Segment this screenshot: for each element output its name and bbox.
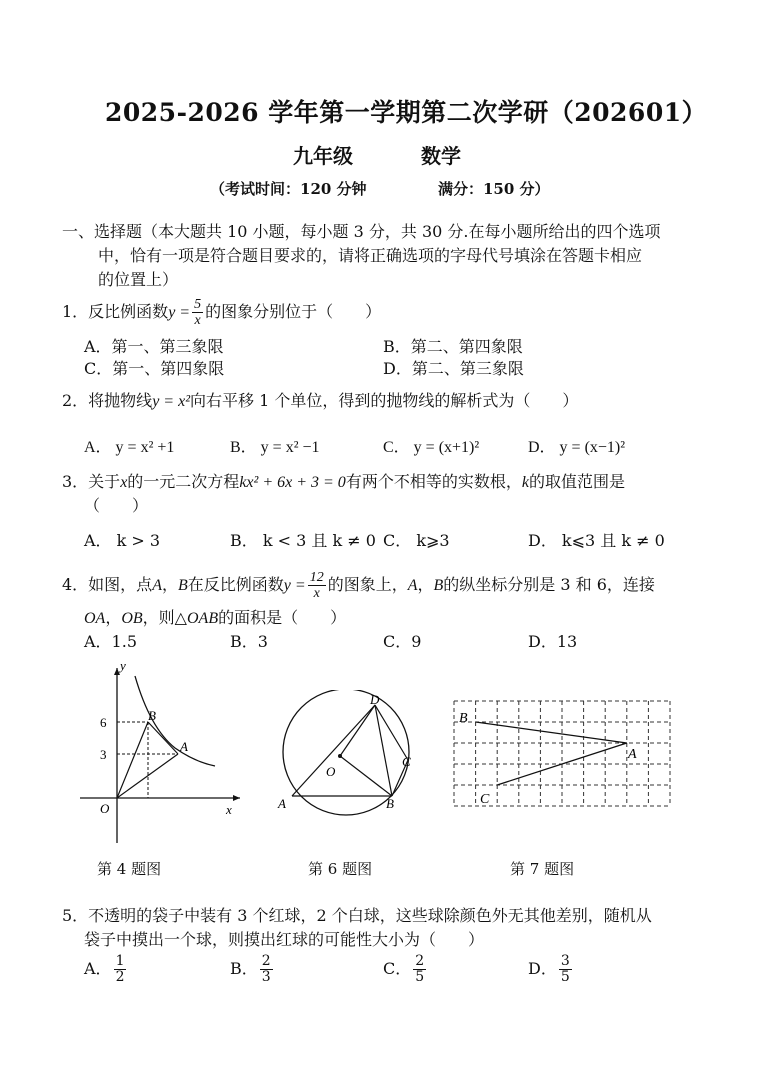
- q5-d-num: 3: [560, 953, 570, 969]
- q2-expr: y = x²: [152, 393, 190, 410]
- q3-k: k: [521, 474, 529, 491]
- q4-sep3: ，: [105, 608, 122, 627]
- fig7-label-a: A: [628, 747, 637, 762]
- fig4-segment-ab: [148, 722, 178, 754]
- fig6-label-d: D: [370, 692, 380, 707]
- fig6-segment-ad: [292, 705, 375, 796]
- grade-label: 九年级: [293, 144, 353, 168]
- q5-a-den: 2: [115, 969, 125, 985]
- q2-option-a: A． y = x² +1: [84, 439, 175, 456]
- q5-c-den: 5: [415, 969, 425, 985]
- q5-option-b-label: B．: [230, 959, 258, 978]
- q4-line2-end: 的面积是（ ）: [218, 608, 347, 627]
- q5-option-d-label: D．: [528, 959, 557, 978]
- q2-pre: 2．将抛物线: [62, 391, 153, 410]
- question-5-line2: 袋子中摸出一个球，则摸出红球的可能性大小为（ ）: [84, 930, 485, 949]
- fig4-label-3: 3: [100, 747, 107, 762]
- full-score: 满分：150 分）: [438, 180, 550, 198]
- q1-denominator: x: [194, 313, 201, 328]
- question-5-line1: 5．不透明的袋子中装有 3 个红球，2 个白球，这些球除颜色外无其他差别，随机从: [62, 906, 652, 925]
- q4-sep: ，: [161, 575, 178, 594]
- q1-option-b: B．第二、第四象限: [383, 337, 523, 356]
- question-1-stem: [62, 297, 381, 328]
- q3-pre: 3．关于: [62, 472, 121, 491]
- q1-post: 的图象分别位于（ ）: [205, 302, 382, 321]
- q3-option-c: C． k⩾3: [383, 531, 450, 550]
- section-heading-line1: 一、选择题（本大题共 10 小题，每小题 3 分，共 30 分.在每小题所给出的四个选项: [62, 222, 661, 241]
- fig4-label-o: O: [100, 801, 110, 816]
- q4-y: y =: [283, 577, 306, 594]
- fig6-label-a: A: [278, 796, 286, 811]
- q5-d-den: 5: [560, 969, 570, 985]
- fig4-label-b: B: [148, 708, 156, 723]
- q3-post: 有两个不相等的实数根，: [345, 472, 522, 491]
- q5-option-a-label: A．: [84, 959, 112, 978]
- fig4-label-x: x: [226, 802, 232, 817]
- q5-option-a-fraction: [114, 954, 127, 985]
- q3-x: x: [120, 474, 128, 491]
- q3-option-b: B． k < 3 且 k ≠ 0: [230, 531, 376, 550]
- section-heading-line2: 中，恰有一项是符合题目要求的，请将正确选项的字母代号填涂在答题卡相应: [98, 246, 643, 265]
- q2-post: 向右平移 1 个单位，得到的抛物线的解析式为（ ）: [189, 391, 579, 410]
- q5-option-c-fraction: [413, 954, 426, 985]
- section-heading-line3: 的位置上）: [98, 270, 179, 289]
- q1-y: y =: [168, 304, 191, 321]
- q4-point-b2: B: [433, 577, 444, 594]
- fig7-segment-ba: [476, 722, 627, 743]
- figure-7: [450, 698, 680, 813]
- figure-4-caption: 第 4 题图: [97, 860, 162, 878]
- q1-pre: 1．反比例函数: [62, 302, 169, 321]
- fig6-label-o: O: [326, 764, 336, 779]
- question-4-line2: [84, 606, 346, 631]
- q5-b-den: 3: [261, 969, 271, 985]
- question-3-stem: [62, 470, 625, 495]
- q4-sep2: ，: [417, 575, 434, 594]
- q4-point-a2: A: [407, 577, 418, 594]
- q2-option-d: D． y = (x−1)²: [528, 439, 626, 456]
- q4-fraction: [308, 570, 326, 601]
- q3-answer-paren: （ ）: [84, 496, 149, 515]
- q5-option-c: [383, 954, 428, 985]
- q4-end: 的纵坐标分别是 3 和 6，连接: [443, 575, 655, 594]
- figure-4: [70, 658, 250, 848]
- question-2-stem: [62, 389, 578, 414]
- q4-option-c: C．9: [383, 632, 422, 651]
- q4-triangle-prefix: ，则△: [142, 608, 187, 627]
- q4-numerator: 12: [309, 570, 324, 585]
- fig4-label-6: 6: [100, 715, 107, 730]
- q4-point-b: B: [177, 577, 188, 594]
- q5-option-c-label: C．: [383, 959, 412, 978]
- q3-end: 的取值范围是: [528, 472, 625, 491]
- q5-option-d: [528, 954, 574, 985]
- q5-a-num: 1: [115, 953, 125, 969]
- q4-point-a: A: [152, 577, 162, 594]
- q4-oab: OAB: [186, 610, 219, 627]
- fig4-label-a: A: [180, 739, 188, 754]
- fig7-label-b: B: [459, 711, 468, 726]
- q4-option-a: A．1.5: [84, 632, 138, 651]
- fig6-segment-ob: [340, 756, 392, 796]
- q2-option-b: B． y = x² −1: [230, 439, 320, 456]
- fig6-center-dot: [338, 754, 342, 758]
- q1-option-a: A．第一、第三象限: [84, 337, 224, 356]
- figure-6-caption: 第 6 题图: [308, 860, 373, 878]
- q1-option-d: D．第二、第三象限: [383, 359, 524, 378]
- fig6-segment-od: [340, 705, 375, 756]
- fig4-x-arrow: [233, 795, 240, 801]
- q1-fraction: [192, 297, 203, 328]
- question-4-stem: [62, 570, 655, 601]
- q5-b-num: 2: [261, 953, 271, 969]
- fig6-label-c: C: [402, 754, 411, 769]
- q1-option-c: C．第一、第四象限: [84, 359, 225, 378]
- q3-equation: kx² + 6x + 3 = 0: [239, 474, 346, 491]
- q4-post: 的图象上，: [327, 575, 408, 594]
- fig4-label-y: y: [120, 658, 126, 673]
- q4-ob: OB: [121, 610, 143, 627]
- subject-label: 数学: [421, 144, 461, 168]
- fig7-grid: [454, 701, 670, 806]
- q4-option-b: B．3: [230, 632, 268, 651]
- q1-numerator: 5: [194, 297, 202, 312]
- q4-oa: OA: [84, 610, 106, 627]
- fig6-label-b: B: [386, 796, 394, 811]
- q3-mid: 的一元二次方程: [127, 472, 240, 491]
- q5-option-d-fraction: [559, 954, 572, 985]
- q4-mid: 在反比例函数: [187, 575, 284, 594]
- figure-6: [268, 690, 428, 820]
- exam-time: （考试时间：120 分钟: [210, 180, 367, 198]
- q4-option-d: D．13: [528, 632, 578, 651]
- fig4-hyperbola: [135, 676, 215, 766]
- q5-option-b: [230, 954, 275, 985]
- q4-denominator: x: [313, 586, 320, 601]
- figure-7-caption: 第 7 题图: [510, 860, 575, 878]
- q5-option-b-fraction: [260, 954, 273, 985]
- q4-pre: 4．如图，点: [62, 575, 153, 594]
- q2-option-c: C． y = (x+1)²: [383, 439, 480, 456]
- q3-option-d: D． k⩽3 且 k ≠ 0: [528, 531, 665, 550]
- q5-option-a: [84, 954, 128, 985]
- q3-option-a: A． k > 3: [84, 531, 161, 550]
- page-title: 2025-2026 学年第一学期第二次学研（202601）: [105, 98, 708, 127]
- fig7-label-c: C: [480, 792, 490, 807]
- q5-c-num: 2: [415, 953, 425, 969]
